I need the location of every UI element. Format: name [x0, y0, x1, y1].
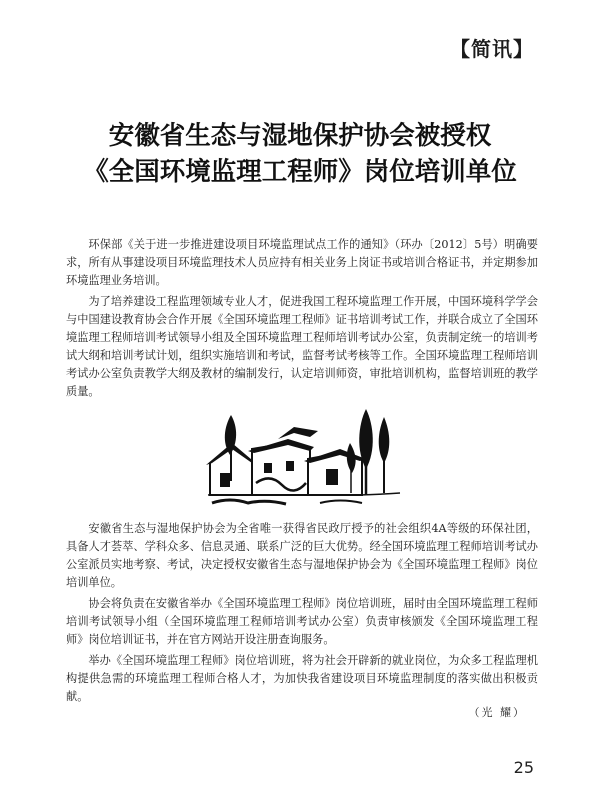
article-title	[0, 118, 600, 190]
paragraph: 安徽省生态与湿地保护协会为全省唯一获得省民政厅授予的社会组织4A等级的环保社团，具备人才荟萃、学科众多、信息灵通、联系广泛的巨大优势。经全国环境监理工程师培训考试办公室派员实地考察、考试，决定授权安徽省生态与湿地保护协会为《全国环境监理工程师》岗位培训单位。	[66, 522, 538, 589]
article-body-top	[66, 236, 538, 404]
title-line-1: 安徽省生态与湿地保护协会被授权	[108, 121, 492, 151]
title-line-2: 《全国环境监理工程师》岗位培训单位	[83, 157, 517, 187]
paragraph: 环保部《关于进一步推进建设项目环境监理试点工作的通知》（环办〔2012〕5号）明确要求，所有从事建设项目环境监理技术人员应持有相关业务上岗证书或培训合格证书，并定期参加环境监理业务培训。	[66, 238, 538, 287]
paragraph: 举办《全国环境监理工程师》岗位培训班，将为社会开辟新的就业岗位，为众多工程监理机构提供急需的环境监理工程师合格人才，为加快我省建设项目环境监理制度的落实做出积极贡献。	[66, 654, 538, 703]
article-body-bottom	[66, 520, 538, 709]
author-byline: （光 耀）	[468, 706, 526, 719]
section-tag: 【简讯】	[450, 37, 534, 61]
paragraph: 为了培养建设工程监理领域专业人才，促进我国工程环境监理工作开展，中国环境科学学会与中国建设教育协会合作开展《全国环境监理工程师》证书培训考试工作，并联合成立了全国环境监理工程师培训考试领导小组及全国环境监理工程师培训考试办公室，负责制定统一的培训考试大纲和培训考试计划，组织实施培训和考试，监督考试考核等工作。全国环境监理工程师培训考试办公室负责教学大纲及教材的编制发行，认定培训师资，审批培训机构，监督培训班的教学质量。	[66, 295, 538, 398]
page-number: 25	[513, 758, 534, 777]
village-ink-illustration	[190, 403, 410, 511]
paragraph: 协会将负责在安徽省举办《全国环境监理工程师》岗位培训班，届时由全国环境监理工程师培训考试领导小组（全国环境监理工程师培训考试办公室）负责审核颁发《全国环境监理工程师》岗位培训证书，并在官方网站开设注册查询服务。	[66, 597, 538, 646]
